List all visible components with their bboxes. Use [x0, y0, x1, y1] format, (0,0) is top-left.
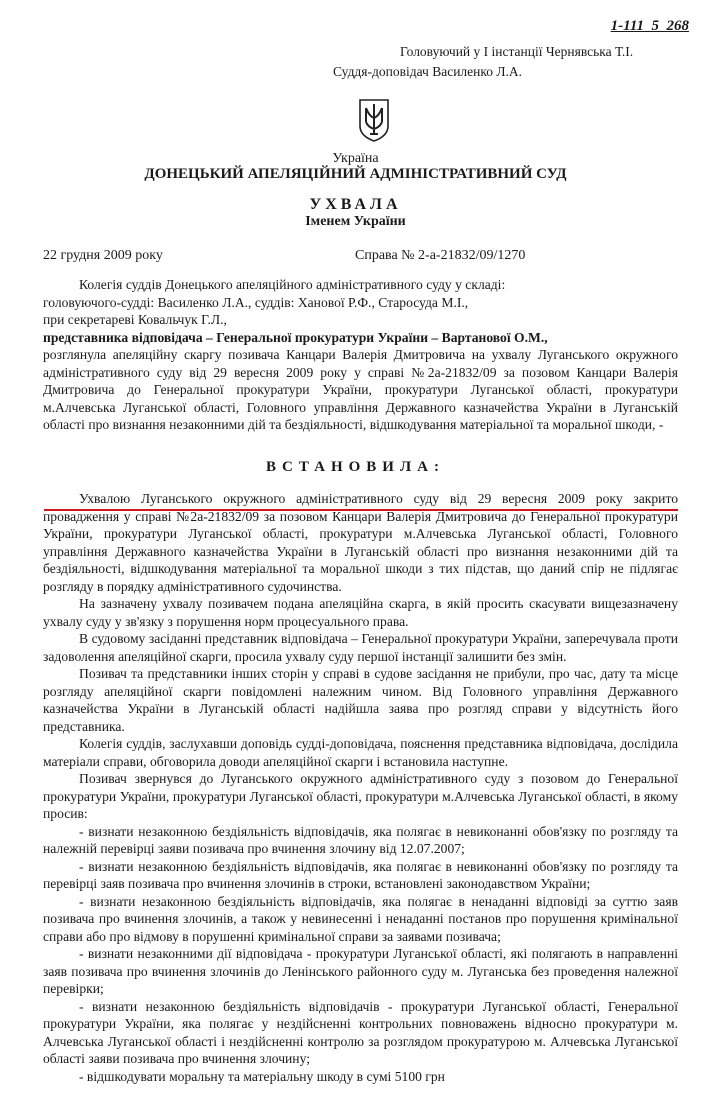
trident-emblem-icon	[357, 96, 391, 142]
claim-item-1: - визнати незаконною бездіяльність відповідачів, яка полягає в невиконанні обов'язку по розгляду та належній перевірці заяви позивача про вчинення злочину від 12.07.2007;	[43, 823, 678, 856]
presiding-judge-line: Головуючий у І інстанції Чернявська Т.І.	[400, 44, 634, 59]
claim-item-5: - визнати незаконною бездіяльність відповідачів - прокуратури Луганської області, Генеральної прокуратури України, яка полягає у нездійсненні контрольних повноважень відносно прокуратури м. Алчевська Луганської області і нездійсненні контролю за розглядом прокуратурою м. Алчевська Луганської області заяви позивача про вчинення злочину;	[43, 998, 678, 1066]
claim-item-4: - визнати незаконними дії відповідача - прокуратури Луганської області, які полягають в направленні заяв позивача про вчинення злочинів до Ленінського районного суду м. Луганська без проведення належної перевірки;	[43, 946, 678, 996]
paragraph-panel: Колегія суддів, заслухавши доповідь судді-доповідача, пояснення представника відповідача, дослідила матеріали справи, обговорила доводи апеляційної скарги і встановила наступне.	[43, 736, 678, 769]
document-subtitle: Іменем України	[305, 214, 406, 229]
paragraph-hearing: В судовому засіданні представник відповідача – Генеральної прокуратури України, заперечувала проти задоволення апеляційної скарги, просила ухвалу суду першої інстанції залишити без змін.	[43, 631, 678, 664]
intro-line-3: при секретареві Ковальчук Г.Л.,	[43, 312, 227, 327]
country-name: Україна	[332, 151, 379, 166]
document-date: 22 грудня 2009 року	[43, 248, 163, 263]
claim-item-2: - визнати незаконною бездіяльність відповідачів, яка полягає в невиконанні обов'язку по розгляду та перевірці заяв позивача про вчинення злочинів в строки, встановлені законодавством України;	[43, 858, 678, 891]
intro-line-2: головуючого-судді: Василенко Л.А., суддів: Ханової Р.Ф., Старосуда М.І.,	[43, 294, 469, 310]
paragraph-parties: Позивач та представники інших сторін у справі в судове засідання не прибули, про час, дату та місце розгляду апеляційної скарги повідомлені належним чином. Від Головного управління Державного казначейства України в Луганській області надійшла заява про розгляд справи у відсутність його представника.	[43, 666, 678, 734]
document-number: 1-111_5_268	[610, 18, 689, 34]
intro-block	[43, 276, 678, 434]
case-number: Справа № 2-а-21832/09/1270	[355, 248, 526, 263]
claim-item-6: - відшкодувати моральну та матеріальну шкоду в сумі 5100 грн	[79, 1068, 445, 1084]
document-type: УХВАЛА	[309, 196, 402, 213]
intro-line-1: Колегія суддів Донецького апеляційного адміністративного суду у складі:	[79, 277, 506, 292]
intro-paragraph: розглянула апеляційну скаргу позивача Канцари Валерія Дмитровича на ухвалу Луганського окружного адміністративного суду від 29 вересня 2009 року у справі №2а-21832/09 за позовом Канцари Валерія Дмитровича до Генеральної прокуратури України, прокуратури Луганської області, прокуратури м.Алчевська Луганської області, Головного управління Державного казначейства України в Луганській області про визнання незаконними дій та бездіяльності, відшкодування матеріальної та моральної шкоди, -	[43, 347, 678, 432]
court-name: ДОНЕЦЬКИЙ АПЕЛЯЦІЙНИЙ АДМІНІСТРАТИВНИЙ СУД	[144, 166, 567, 182]
body-block	[43, 490, 678, 1085]
paragraph-appeal: На зазначену ухвалу позивачем подана апеляційна скарга, в якій просить скасувати вищезазначену ухвалу суду у зв'язку з порушення норм процесуального права.	[43, 596, 678, 629]
rapporteur-judge-line: Суддя-доповідач Василенко Л.А.	[333, 64, 523, 79]
section-title: ВСТАНОВИЛА:	[266, 459, 445, 475]
intro-line-4: представника відповідача – Генеральної прокуратури України – Вартанової О.М.,	[43, 329, 548, 345]
paragraph-claim: Позивач звернувся до Луганського окружного адміністративного суду з позовом до Генеральної прокуратури України, прокуратури Луганської області, прокуратури м.Алчевська Луганської області, в якому просив:	[43, 771, 678, 821]
claim-item-3: - визнати незаконною бездіяльність відповідачів, яка полягає в ненаданні відповіді за суттю заяв позивача про вчинення злочинів, а також у невинесенні і ненаданні постанов про порушення кримінальної справи або про відмову в порушенні кримінальної справи за заявами позивача;	[43, 893, 678, 944]
paragraph-ruling: Ухвалою Луганського окружного адміністративного суду від 29 вересня 2009 року закрито провадження у справі №2а-21832/09 за позовом Канцари Валерія Дмитровича до Генеральної прокуратури України, прокуратури Луганської області, прокуратури м.Алчевська Луганської області, Головного управління Державного казначейства України в Луганській області про визнання незаконними дій та бездіяльності, відшкодування матеріальної та моральної шкоди з тих підстав, що даний спір не підлягає розгляду в порядку адміністративного судочинства.	[43, 491, 678, 594]
